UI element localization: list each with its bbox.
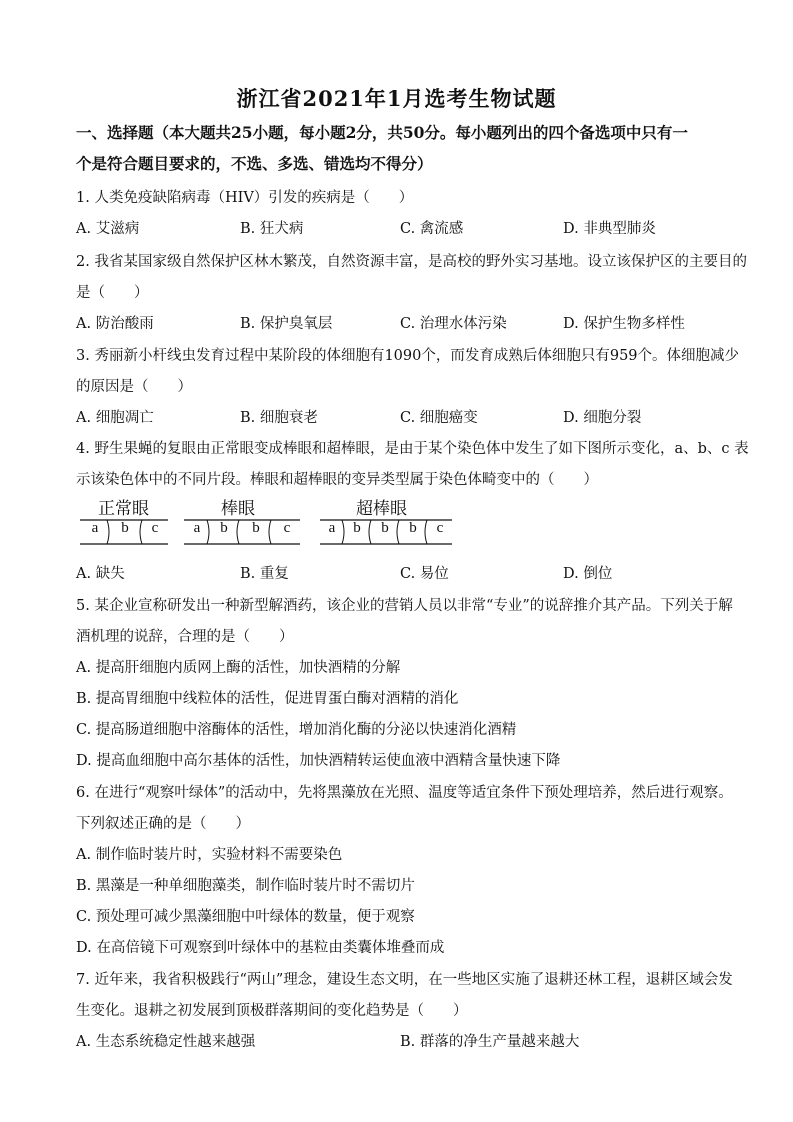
option-a: A. 缺失	[76, 566, 125, 582]
question-1-stem: 1. 人类免疫缺陷病毒（HIV）引发的疾病是（ ）	[76, 190, 414, 206]
question-6-stem: 6. 在进行“观察叶绿体”的活动中，先将黑藻放在光照、温度等适宜条件下预处理培养，然后进行观察。	[76, 785, 733, 801]
segment-c: c	[436, 520, 444, 536]
chromosome-diagram	[80, 494, 470, 554]
question-5-stem: 酒机理的说辞，合理的是（ ）	[76, 629, 294, 645]
option-a: A. 提高肝细胞内质网上酶的活性，加快酒精的分解	[76, 660, 401, 676]
segment-c: c	[283, 520, 291, 536]
question-5-stem: 5. 某企业宣称研发出一种新型解酒药，该企业的营销人员以非常“专业”的说辞推介其产品。下列关于解	[76, 598, 733, 614]
question-1-options	[76, 217, 726, 239]
segment-a: a	[91, 520, 99, 536]
question-3-stem: 的原因是（ ）	[76, 379, 192, 395]
section-heading-line: 个是符合题目要求的，不选、多选、错选均不得分）	[76, 154, 433, 173]
bar-eye-label: 棒眼	[221, 499, 255, 519]
segment-b: b	[381, 520, 389, 536]
option-c: C. 禽流感	[400, 221, 464, 237]
section-heading-line: 一、选择题（本大题共25小题，每小题2分，共50分。每小题列出的四个备选项中只有一	[76, 123, 688, 142]
section-heading	[76, 117, 721, 179]
option-d: D. 倒位	[563, 566, 613, 582]
option-d: D. 非典型肺炎	[563, 221, 656, 237]
segment-b: b	[409, 520, 417, 536]
option-d: D. 提高血细胞中高尔基体的活性，加快酒精转运使血液中酒精含量快速下降	[76, 753, 561, 769]
option-b: B. 黑藻是一种单细胞藻类，制作临时装片时不需切片	[76, 878, 415, 894]
option-d: D. 细胞分裂	[563, 410, 642, 426]
option-a: A. 生态系统稳定性越来越强	[76, 1034, 256, 1050]
question-2-stem: 是（ ）	[76, 285, 149, 301]
option-c: C. 预处理可减少黑藻细胞中叶绿体的数量，便于观察	[76, 909, 415, 925]
option-b: B. 重复	[240, 566, 289, 582]
page-title: 浙江省2021年1月选考生物试题	[236, 86, 557, 111]
option-b: B. 保护臭氧层	[240, 316, 333, 332]
option-b: B. 提高胃细胞中线粒体的活性，促进胃蛋白酶对酒精的消化	[76, 691, 459, 707]
option-c: C. 细胞癌变	[400, 410, 478, 426]
option-a: A. 艾滋病	[76, 221, 140, 237]
super-bar-eye-label: 超棒眼	[356, 499, 407, 519]
question-3-options	[76, 406, 726, 428]
question-2-options	[76, 312, 726, 334]
option-b: B. 细胞衰老	[240, 410, 318, 426]
question-7-stem: 生变化。退耕之初发展到顶极群落期间的变化趋势是（ ）	[76, 1003, 468, 1019]
option-a: A. 制作临时装片时，实验材料不需要染色	[76, 847, 343, 863]
segment-b: b	[121, 520, 129, 536]
segment-a: a	[193, 520, 201, 536]
segment-b: b	[252, 520, 260, 536]
question-4-stem: 4. 野生果蝇的复眼由正常眼变成棒眼和超棒眼，是由于某个染色体中发生了如下图所示变化，a、b、c 表	[76, 441, 749, 457]
option-d: D. 保护生物多样性	[563, 316, 685, 332]
normal-eye-label: 正常眼	[98, 499, 149, 519]
option-b: B. 群落的净生产量越来越大	[400, 1034, 580, 1050]
question-2-stem: 2. 我省某国家级自然保护区林木繁茂，自然资源丰富，是高校的野外实习基地。设立该保护区的主要目的	[76, 254, 747, 270]
option-d: D. 在高倍镜下可观察到叶绿体中的基粒由类囊体堆叠而成	[76, 940, 445, 956]
option-c: C. 治理水体污染	[400, 316, 507, 332]
option-c: C. 易位	[400, 566, 449, 582]
question-4-stem: 示该染色体中的不同片段。棒眼和超棒眼的变异类型属于染色体畸变中的（ ）	[76, 472, 598, 488]
question-3-stem: 3. 秀丽新小杆线虫发育过程中某阶段的体细胞有1090个，而发育成熟后体细胞只有959个。体细胞减少	[76, 348, 740, 364]
segment-b: b	[353, 520, 361, 536]
question-7-options	[76, 1030, 726, 1052]
segment-c: c	[151, 520, 159, 536]
option-c: C. 提高肠道细胞中溶酶体的活性，增加消化酶的分泌以快速消化酒精	[76, 722, 517, 738]
option-b: B. 狂犬病	[240, 221, 304, 237]
option-a: A. 防治酸雨	[76, 316, 154, 332]
question-6-stem: 下列叙述正确的是（ ）	[76, 816, 250, 832]
question-7-stem: 7. 近年来，我省积极践行“两山”理念，建设生态文明，在一些地区实施了退耕还林工程，退耕区域会发	[76, 972, 733, 988]
segment-b: b	[220, 520, 228, 536]
option-a: A. 细胞凋亡	[76, 410, 154, 426]
segment-a: a	[328, 520, 336, 536]
question-4-options	[76, 562, 726, 584]
